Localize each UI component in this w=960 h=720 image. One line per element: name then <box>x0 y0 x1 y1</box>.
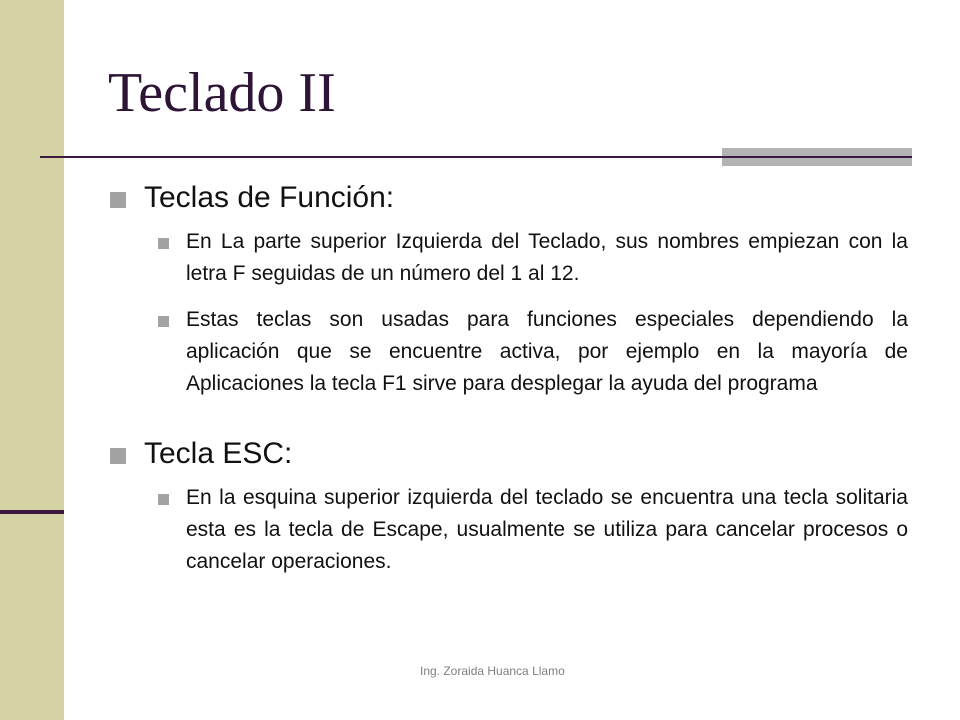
list-item-text: Estas teclas son usadas para funciones especiales dependiendo la aplicación que se encuentre activa, por ejemplo en la mayoría de Aplicaciones la tecla F1 sirve para desplegar la ayuda del programa <box>186 308 908 395</box>
section-heading-esc-key <box>108 432 908 476</box>
title-divider-accent <box>722 148 912 166</box>
list-item-text: En la esquina superior izquierda del teclado se encuentra una tecla solitaria esta es la tecla de Escape, usualmente se utiliza para cancelar procesos o cancelar operaciones. <box>186 486 908 573</box>
square-bullet-icon <box>158 494 169 505</box>
square-bullet-icon <box>110 448 126 464</box>
side-band <box>0 0 64 720</box>
section-heading-text: Teclas de Función: <box>144 181 395 214</box>
slide-title: Teclado II <box>108 62 336 124</box>
square-bullet-icon <box>158 316 169 327</box>
slide-footer: Ing. Zoraida Huanca Llamo <box>420 664 565 678</box>
square-bullet-icon <box>110 192 126 208</box>
slide-content <box>108 176 908 578</box>
list-item <box>150 304 908 400</box>
list-item <box>150 482 908 578</box>
list-item-text: En La parte superior Izquierda del Teclado, sus nombres empiezan con la letra F seguidas de un número del 1 al 12. <box>186 230 908 285</box>
section-heading-function-keys <box>108 176 908 220</box>
section-heading-text: Tecla ESC: <box>144 437 293 470</box>
square-bullet-icon <box>158 238 169 249</box>
side-accent-line <box>0 510 64 514</box>
list-item <box>150 226 908 290</box>
